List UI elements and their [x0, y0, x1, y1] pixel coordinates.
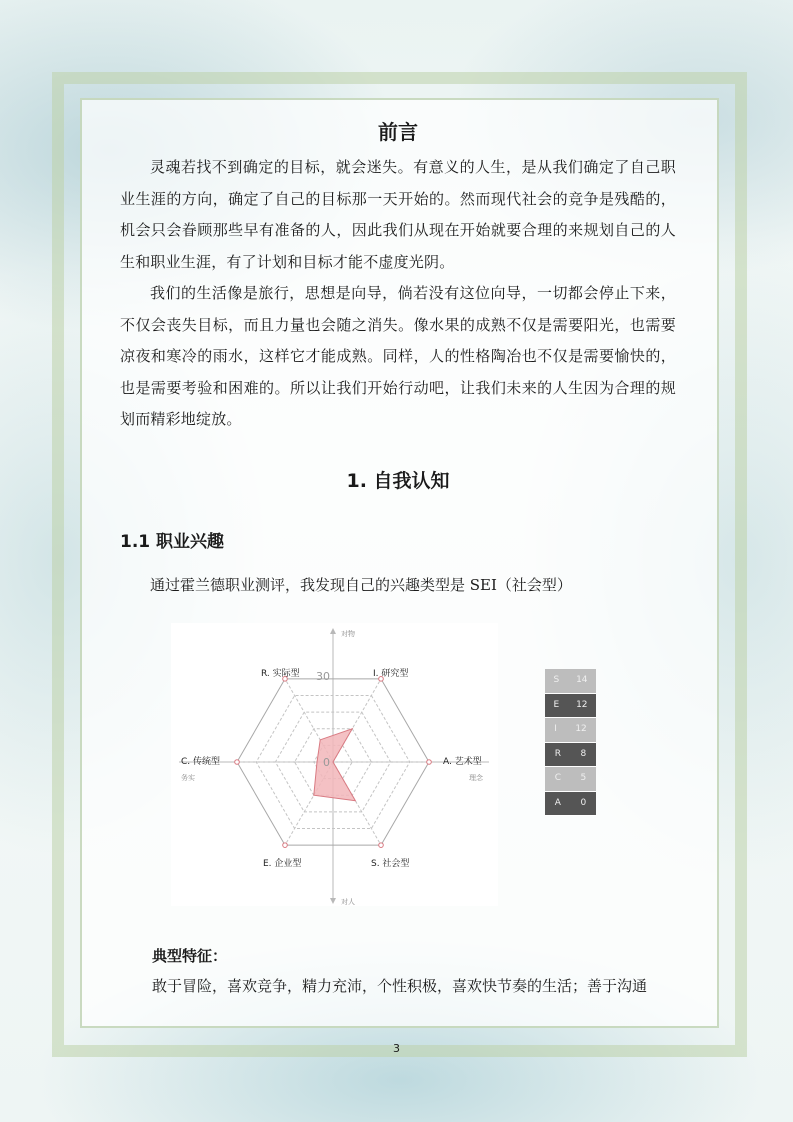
axis-end-left: 务实 [181, 774, 195, 782]
preface-paragraph-1: 灵魂若找不到确定的目标，就会迷失。有意义的人生，是从我们确定了自己职业生涯的方向，确定了自己的目标那一天开始的。然而现代社会的竞争是残酷的，机会只会眷顾那些早有准备的人，因此我们从现在开始就要合理的来规划自己的人生和职业生涯，有了计划和目标才能不虚度光阴。 [120, 158, 676, 271]
holland-radar-chart [171, 623, 498, 906]
scale-label-max: 30 [316, 670, 330, 683]
score-value: 5 [580, 773, 587, 783]
features-label: 典型特征： [152, 947, 228, 965]
axis-arrow-top [330, 628, 336, 634]
score-row-c [545, 767, 596, 792]
score-value: 0 [580, 797, 587, 808]
score-row-r [545, 743, 596, 768]
score-value: 12 [575, 724, 587, 734]
axis-label-6: R. 实际型 [261, 669, 300, 679]
score-value: 12 [576, 699, 588, 710]
vertex-dot-5 [235, 760, 240, 765]
score-row-s [545, 669, 596, 694]
preface-title: 前言 [378, 120, 418, 144]
features-text: 敢于冒险，喜欢竞争，精力充沛，个性积极，喜欢快节奏的生活；善于沟通 [152, 977, 648, 995]
score-code: E [553, 699, 560, 710]
axis-end-top: 对物 [341, 630, 355, 638]
subsection-title: 1.1 职业兴趣 [120, 532, 225, 552]
axis-label-2: A. 艺术型 [443, 757, 482, 767]
radar-svg [171, 623, 498, 906]
score-value: 8 [580, 748, 587, 759]
axis-arrow-bottom [330, 898, 336, 904]
score-table [545, 669, 596, 816]
axis-end-right: 理念 [469, 774, 483, 782]
data-polygon [314, 729, 356, 801]
score-code: I [554, 724, 557, 734]
axis-label-5: C. 传统型 [181, 757, 221, 767]
score-code: C [554, 773, 562, 783]
score-row-e [545, 694, 596, 719]
axis-label-1: I. 研究型 [373, 669, 409, 679]
vertex-dot-3 [379, 843, 384, 848]
score-code: A [554, 797, 561, 808]
axis-label-3: S. 社会型 [371, 859, 410, 869]
page-number: 3 [393, 1042, 400, 1055]
score-row-i [545, 718, 596, 743]
axis-end-bottom: 对人 [341, 898, 355, 906]
score-row-a [545, 792, 596, 817]
page-content [120, 112, 676, 594]
preface-paragraph-2: 我们的生活像是旅行，思想是向导，倘若没有这位向导，一切都会停止下来，不仅会丧失目标，而且力量也会随之消失。像水果的成熟不仅是需要阳光，也需要凉夜和寒冷的雨水，这样它才能成熟。同样，人的性格陶冶也不仅是需要愉快的，也是需要考验和困难的。所以让我们开始行动吧，让我们未来的人生因为合理的规划而精彩地绽放。 [120, 284, 676, 428]
interest-intro: 通过霍兰德职业测评，我发现自己的兴趣类型是 SEI（社会型） [150, 576, 572, 594]
axis-label-4: E. 企业型 [263, 859, 302, 869]
vertex-dot-2 [427, 760, 432, 765]
vertex-dot-4 [283, 843, 288, 848]
scale-label-min: 0 [323, 756, 330, 769]
score-code: S [553, 675, 560, 685]
score-code: R [554, 748, 562, 759]
score-value: 14 [576, 675, 588, 685]
section-title: 1. 自我认知 [346, 470, 450, 492]
